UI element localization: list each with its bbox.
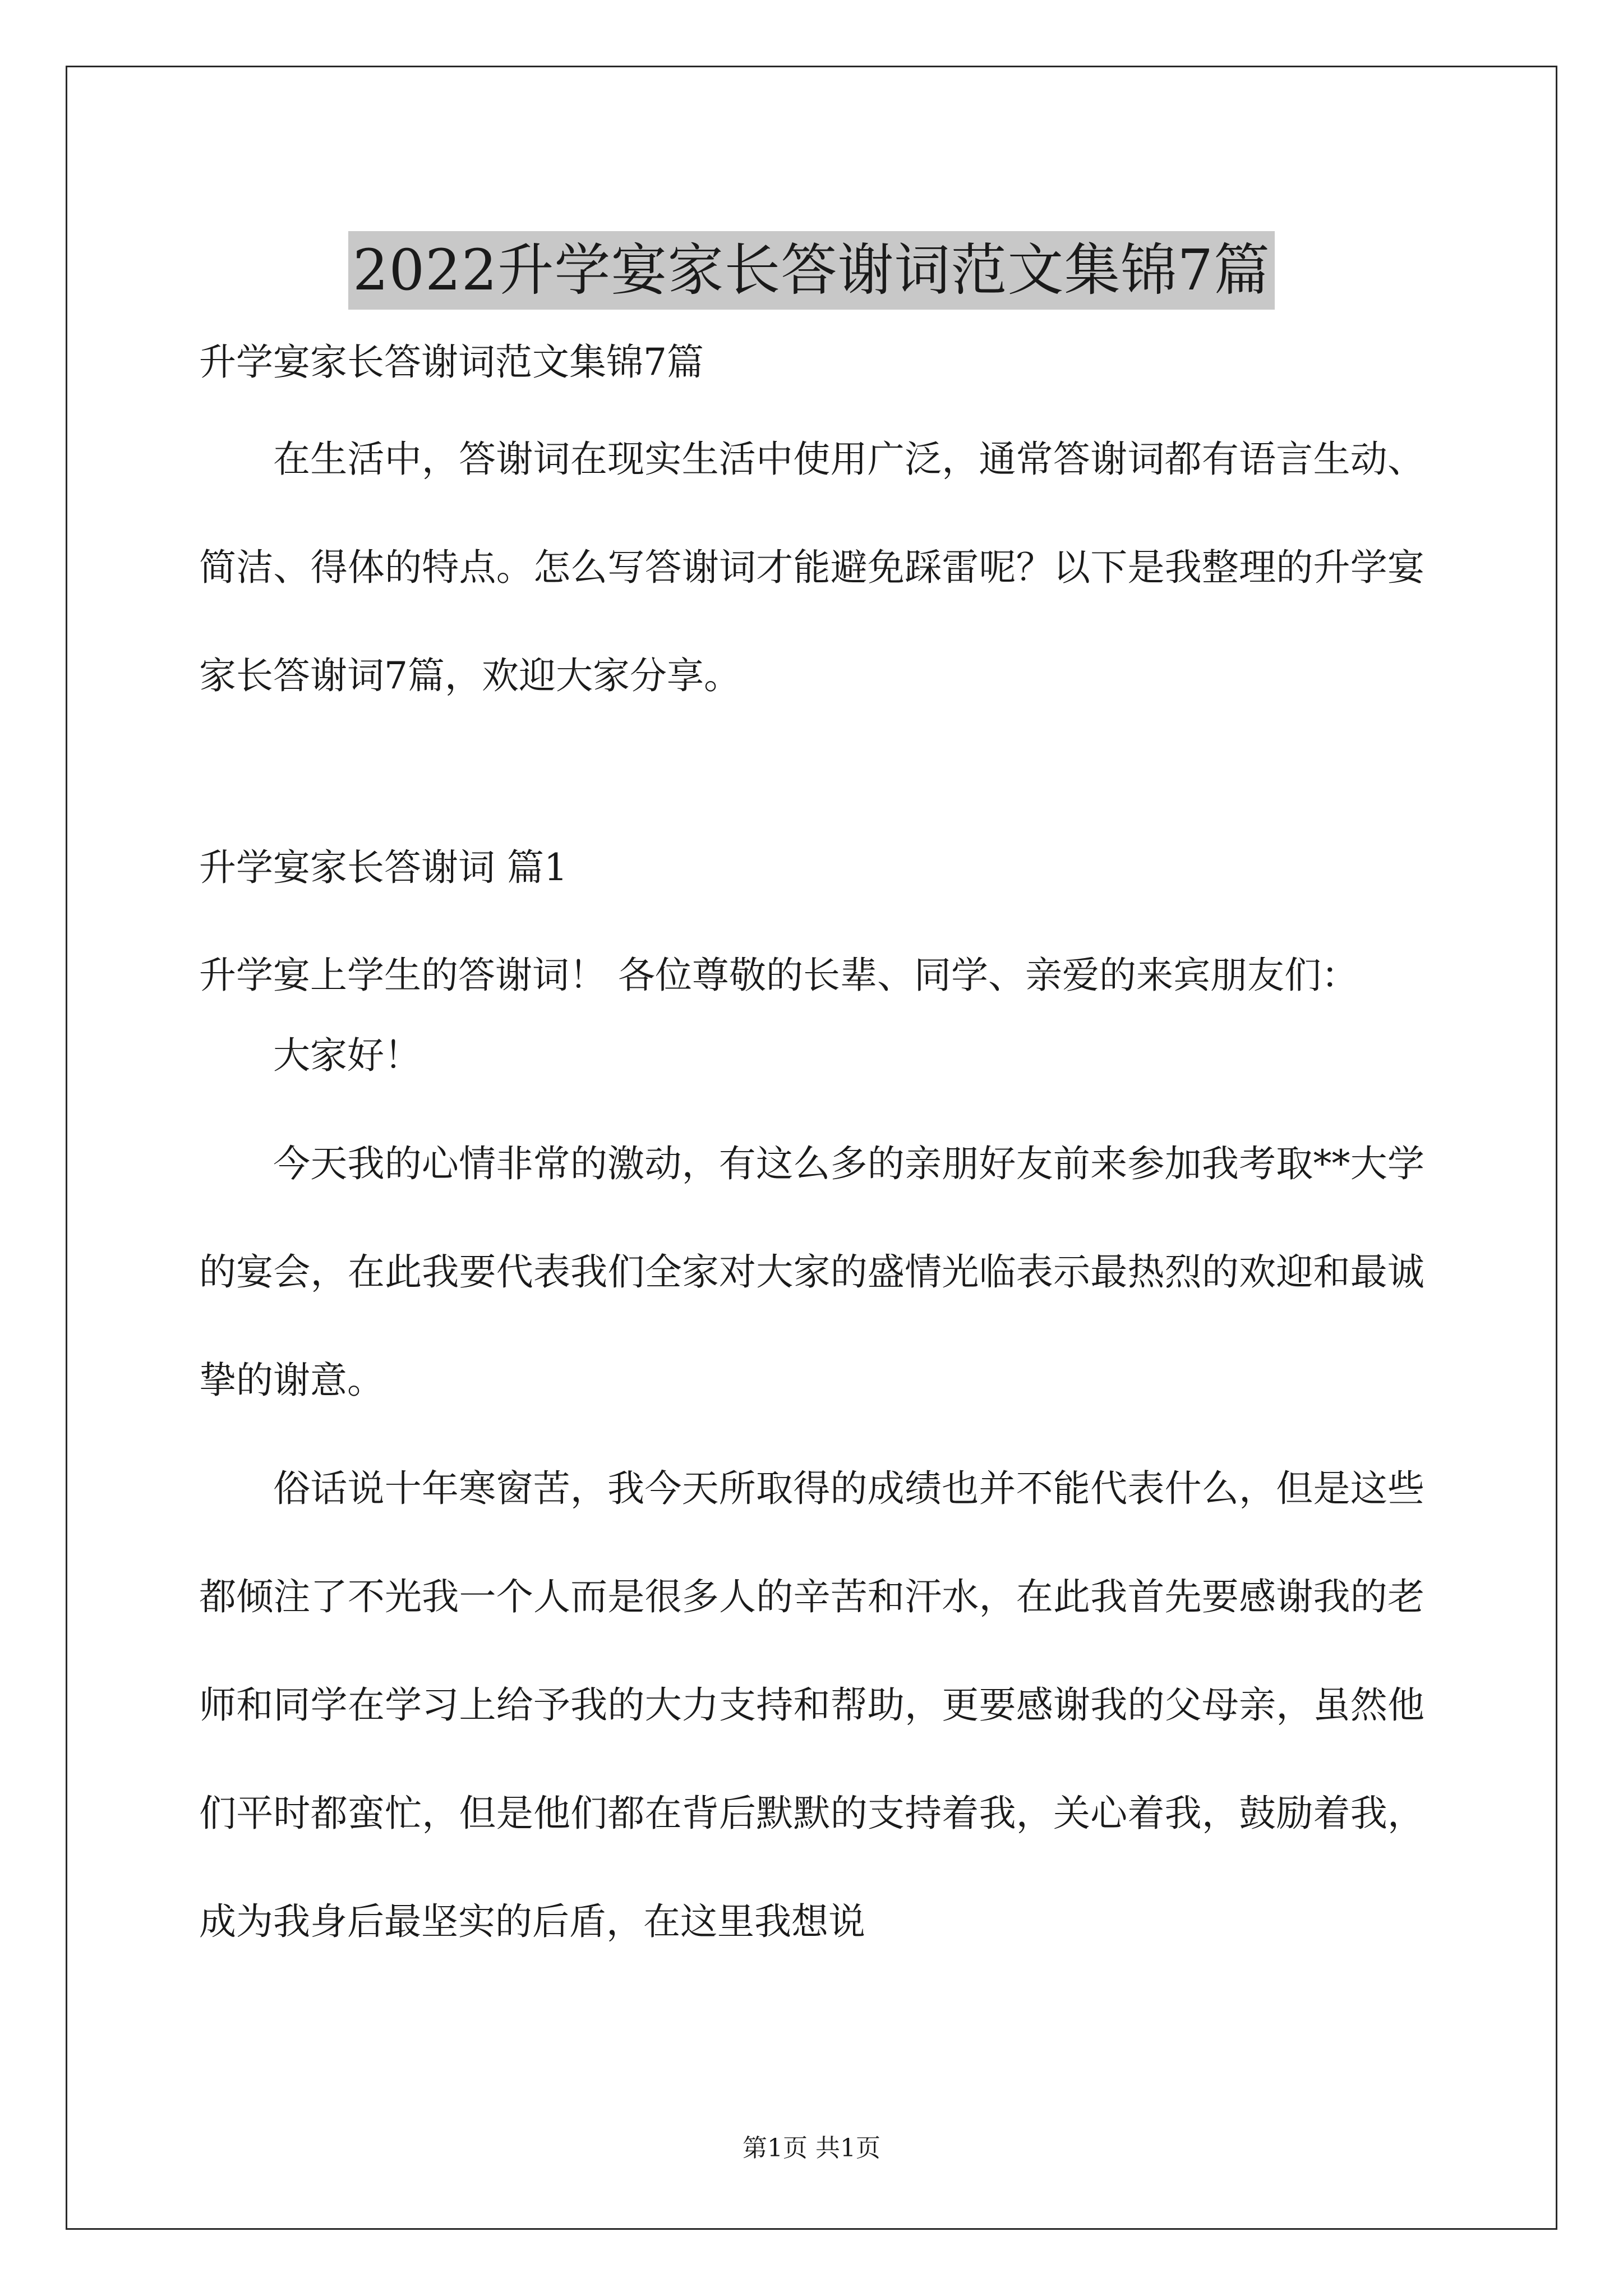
document-title: 2022升学宴家长答谢词范文集锦7篇	[348, 231, 1275, 310]
greeting-line: 大家好！	[273, 1034, 421, 1077]
section-heading: 升学宴家长答谢词 篇1	[199, 846, 568, 889]
page-footer: 第1页 共1页	[743, 2134, 880, 2162]
intro-paragraph: 在生活中，答谢词在现实生活中使用广泛，通常答谢词都有语言生动、简洁、得体的特点。怎么写答谢词才能避免踩雷呢？以下是我整理的升学宴家长答谢词7篇，欢迎大家分享。	[199, 438, 1424, 697]
opening-line: 升学宴上学生的答谢词！ 各位尊敬的长辈、同学、亲爱的来宾朋友们：	[199, 954, 1358, 997]
body-paragraph-1: 今天我的心情非常的激动，有这么多的亲朋好友前来参加我考取**大学的宴会，在此我要代表我们全家对大家的盛情光临表示最热烈的欢迎和最诚挚的谢意。	[199, 1142, 1424, 1402]
document-body	[199, 314, 1424, 1976]
document-subtitle: 升学宴家长答谢词范文集锦7篇	[199, 341, 704, 384]
body-paragraph-2: 俗话说十年寒窗苦，我今天所取得的成绩也并不能代表什么，但是这些都倾注了不光我一个人而是很多人的辛苦和汗水，在此我首先要感谢我的老师和同学在学习上给予我的大力支持和帮助，更要感谢我的父母亲，虽然他们平时都蛮忙，但是他们都在背后默默的支持着我，关心着我，鼓励着我，成为我身后最坚实的后盾，在这里我想说	[199, 1467, 1424, 1943]
